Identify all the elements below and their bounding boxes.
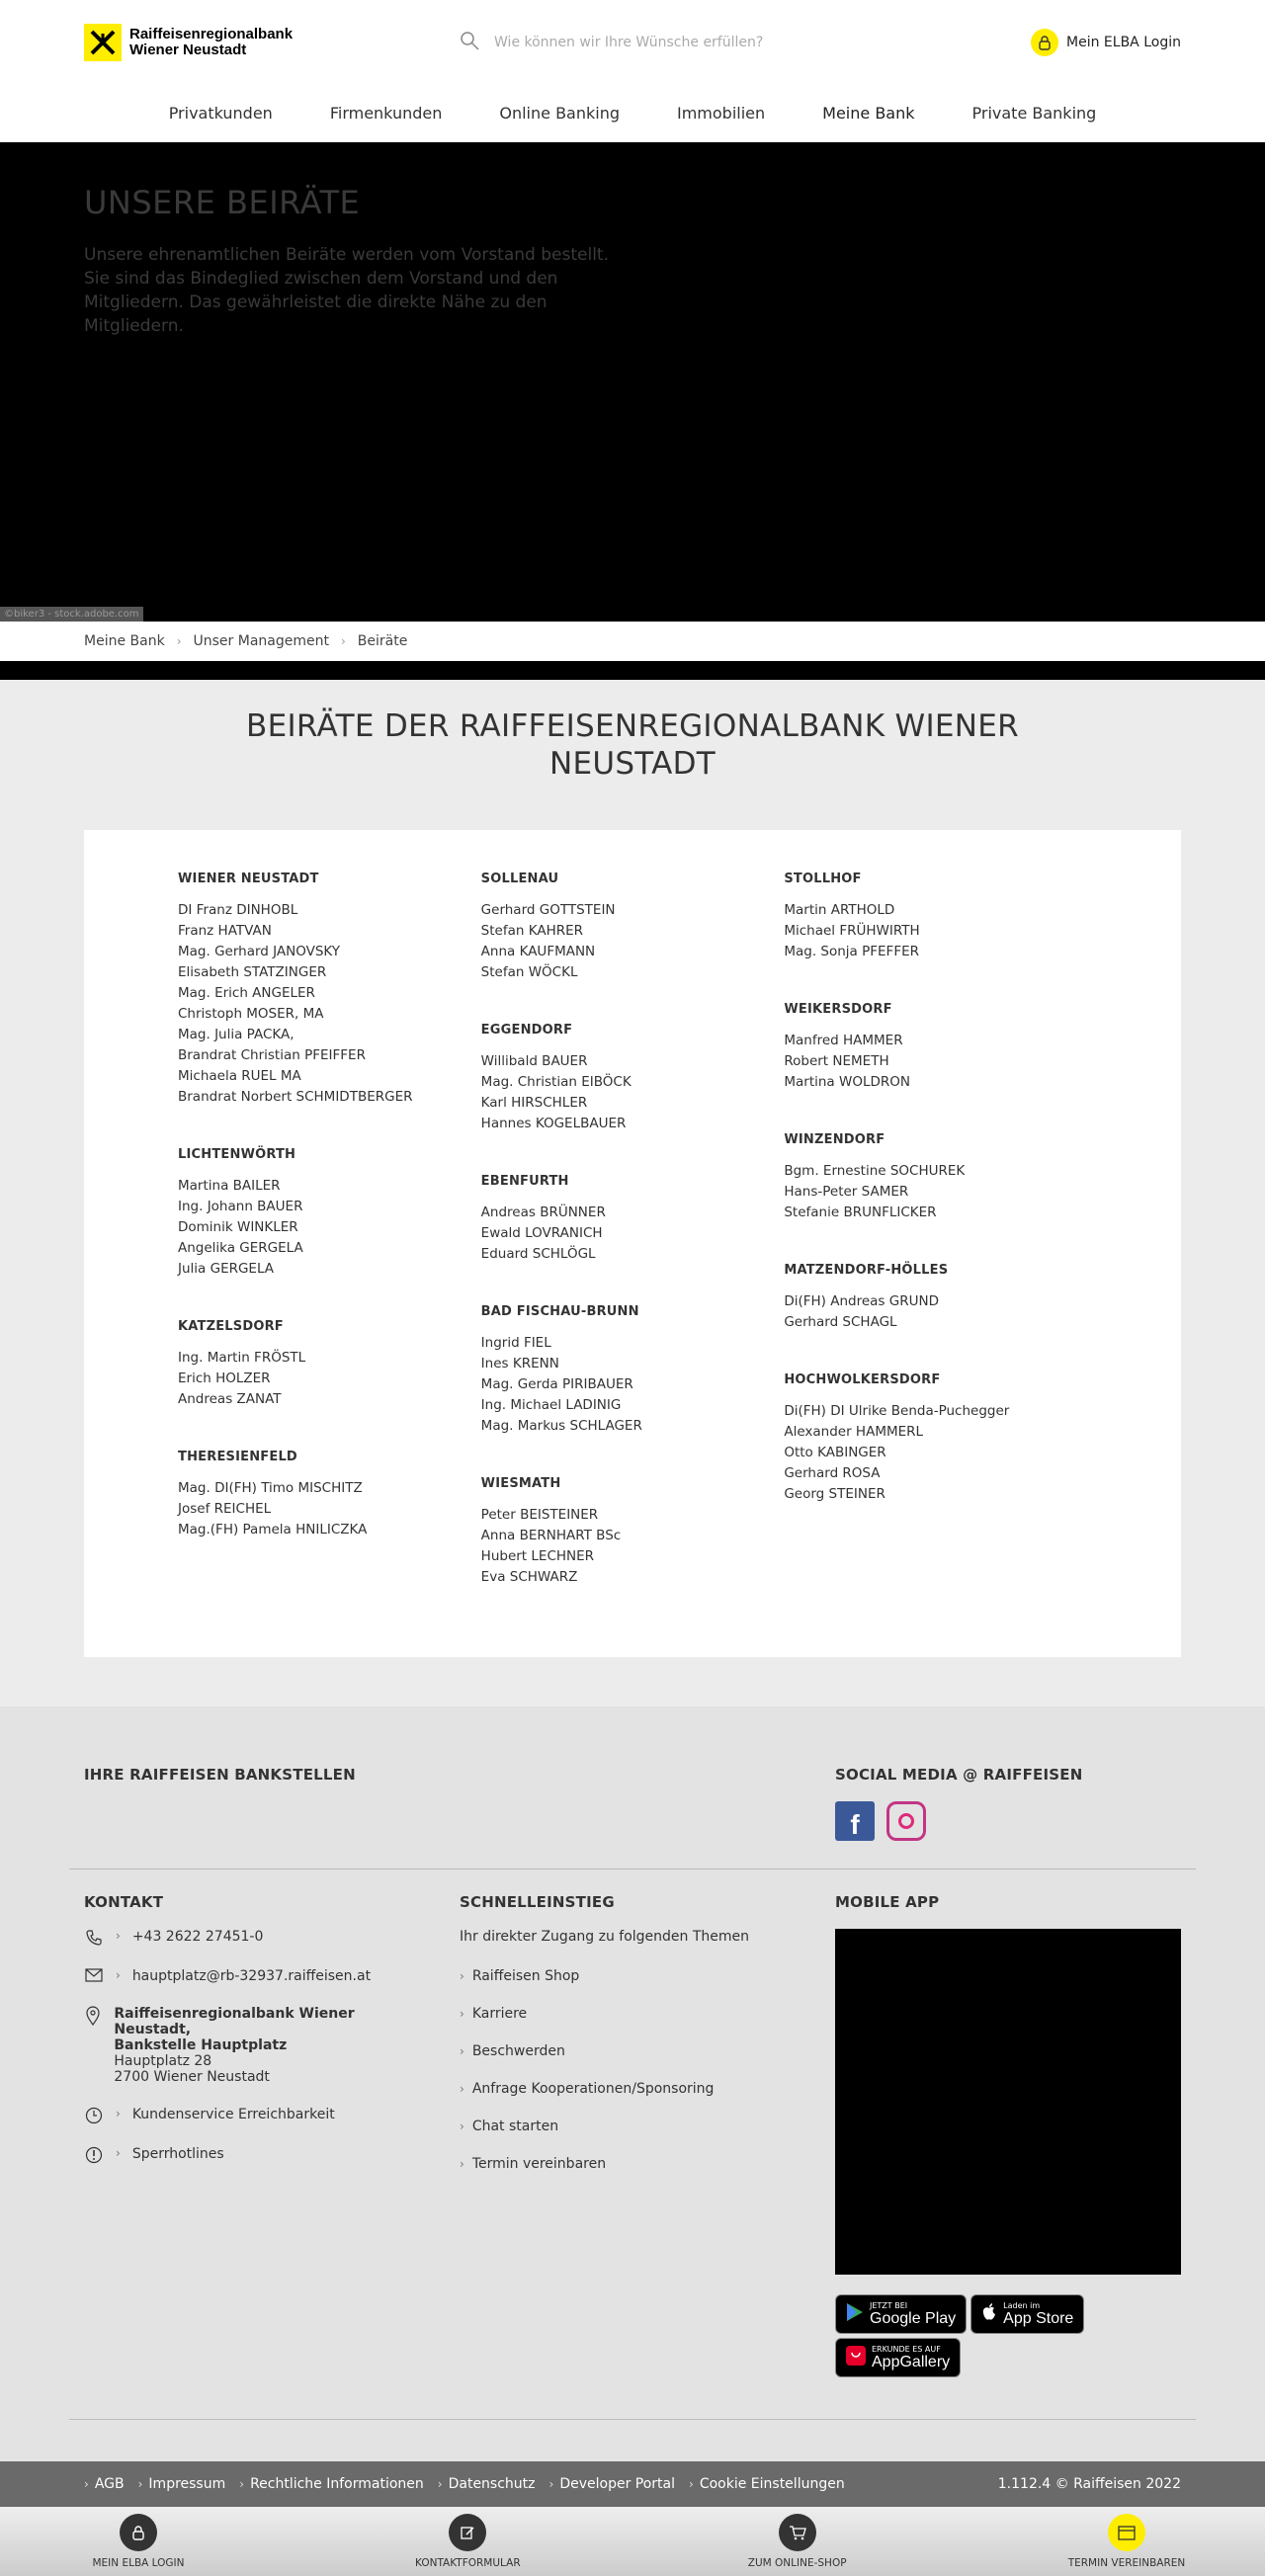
advisor-name: Mag. DI(FH) Timo MISCHITZ bbox=[178, 1480, 363, 1496]
chevron-right-icon: › bbox=[460, 1969, 464, 1983]
mobile-app-column bbox=[835, 1893, 1181, 2377]
store-small-label: Laden im bbox=[1003, 2300, 1041, 2310]
google-play-badge[interactable] bbox=[835, 2294, 967, 2334]
quick-link-shop[interactable] bbox=[460, 1968, 786, 1984]
advisor-name: Angelika GERGELA bbox=[178, 1240, 303, 1256]
advisor-name: Hans-Peter SAMER bbox=[784, 1184, 909, 1200]
phone-link[interactable]: +43 2622 27451-0 bbox=[131, 1929, 264, 1945]
legal-bar bbox=[0, 2461, 1265, 2507]
app-store-badge[interactable] bbox=[970, 2294, 1084, 2334]
version-copyright: 1.112.4 © Raiffeisen 2022 bbox=[997, 2476, 1181, 2492]
advisor-name: Eva SCHWARZ bbox=[480, 1569, 578, 1585]
bankstellen-section bbox=[84, 1766, 356, 1841]
main-nav bbox=[0, 85, 1265, 142]
elba-login-label: Mein ELBA Login bbox=[1066, 35, 1181, 50]
app-title: MOBILE APP bbox=[835, 1893, 940, 1911]
chevron-right-icon: › bbox=[137, 2477, 143, 2491]
hero-text: Unsere ehrenamtlichen Beiräte werden vom Vorstand bestellt. Sie sind das Bindeglied zwischen dem Vorstand und den Mitgliedern. Das gewährleistet die direkte Nähe zu den Mitgliedern. bbox=[84, 245, 609, 336]
bottom-online-shop[interactable] bbox=[718, 2514, 877, 2569]
advisor-group-title: EGGENDORF bbox=[480, 1023, 573, 1038]
breadcrumb-beiraete[interactable]: Beiräte bbox=[357, 633, 408, 649]
bankstellen-title: IHRE RAIFFEISEN BANKSTELLEN bbox=[84, 1766, 356, 1784]
legal-link-developer[interactable] bbox=[549, 2476, 676, 2492]
advisor-group bbox=[481, 872, 785, 983]
advisor-name: Anna KAUFMANN bbox=[480, 944, 596, 959]
advisor-name: Mag. Sonja PFEFFER bbox=[784, 944, 919, 959]
legal-link-datenschutz[interactable] bbox=[438, 2476, 536, 2492]
bottom-action-bar bbox=[0, 2507, 1265, 2576]
footer-top bbox=[84, 1766, 1181, 1841]
advisor-name: Stefanie BRUNFLICKER bbox=[784, 1205, 937, 1220]
advisor-name: Mag. Christian EIBÖCK bbox=[480, 1074, 632, 1090]
advisor-group bbox=[178, 1147, 481, 1280]
bottom-contact-form[interactable] bbox=[388, 2514, 547, 2569]
store-small-label: ERKUNDE ES AUF bbox=[872, 2344, 941, 2354]
bottom-label: ZUM ONLINE-SHOP bbox=[747, 2557, 847, 2569]
chevron-right-icon: › bbox=[116, 1968, 121, 1982]
raiffeisen-gable-cross-icon bbox=[84, 24, 122, 61]
advisor-group bbox=[178, 1450, 481, 1540]
advisor-name: Stefan KAHRER bbox=[480, 923, 584, 939]
advisor-group bbox=[178, 872, 481, 1108]
cart-icon bbox=[779, 2514, 816, 2551]
advisor-name: Robert NEMETH bbox=[784, 1053, 889, 1069]
advisor-name: Peter BEISTEINER bbox=[480, 1507, 599, 1523]
social-icons bbox=[835, 1801, 1181, 1841]
search-input[interactable] bbox=[494, 35, 791, 50]
advisor-name: Stefan WÖCKL bbox=[480, 964, 578, 980]
advisor-name: Christoph MOSER, MA bbox=[178, 1006, 324, 1022]
advisor-name: Gerhard SCHAGL bbox=[784, 1314, 897, 1330]
app-image bbox=[835, 1929, 1181, 2275]
advisor-name: Franz HATVAN bbox=[178, 923, 272, 939]
nav-immobilien[interactable]: Immobilien bbox=[677, 104, 766, 123]
logo[interactable] bbox=[84, 24, 321, 61]
mail-icon bbox=[84, 1968, 104, 1982]
advisor-name: Martina WOLDRON bbox=[784, 1074, 910, 1090]
advisor-group-title: KATZELSDORF bbox=[178, 1319, 284, 1334]
legal-links bbox=[84, 2476, 845, 2492]
advisor-group-title: WIENER NEUSTADT bbox=[178, 872, 319, 886]
advisor-group bbox=[481, 1476, 785, 1588]
advisor-name: Mag.(FH) Pamela HNILICZKA bbox=[178, 1522, 368, 1537]
logo-text bbox=[129, 27, 293, 58]
advisor-group-title: BAD FISCHAU-BRUNN bbox=[480, 1304, 639, 1319]
store-big-label: Google Play bbox=[870, 2309, 957, 2327]
advisor-name: Mag. Gerda PIRIBAUER bbox=[480, 1376, 633, 1392]
quick-link-label: Termin vereinbaren bbox=[471, 2156, 607, 2172]
advisor-name: Brandrat Norbert SCHMIDTBERGER bbox=[178, 1089, 413, 1105]
legal-link-label: Datenschutz bbox=[448, 2476, 536, 2492]
chevron-right-icon: › bbox=[548, 2477, 554, 2491]
advisor-group bbox=[481, 1304, 785, 1437]
alert-icon bbox=[84, 2146, 104, 2164]
advisor-name: Georg STEINER bbox=[784, 1486, 886, 1502]
advisor-name: Willibald BAUER bbox=[480, 1053, 588, 1069]
hotlines-link[interactable]: Sperrhotlines bbox=[131, 2146, 224, 2162]
footer-divider-bottom bbox=[69, 2419, 1196, 2420]
contact-column bbox=[84, 1893, 410, 2377]
contact-title: KONTAKT bbox=[84, 1893, 164, 1911]
quick-intro: Ihr direkter Zugang zu folgenden Themen bbox=[460, 1929, 750, 1945]
quick-link-termin[interactable] bbox=[460, 2156, 786, 2172]
advisor-group bbox=[784, 1002, 1087, 1093]
advisor-name: Julia GERGELA bbox=[178, 1261, 275, 1277]
advisor-name: Di(FH) DI Ulrike Benda-Puchegger bbox=[784, 1403, 1010, 1419]
address-name-2: Bankstelle Hauptplatz bbox=[114, 2037, 288, 2053]
service-row bbox=[84, 2107, 410, 2124]
hero-title: UNSERE BEIRÄTE bbox=[84, 184, 361, 221]
chevron-right-icon: › bbox=[239, 2477, 245, 2491]
advisor-group-title: SOLLENAU bbox=[480, 872, 559, 886]
appgallery-badge[interactable] bbox=[835, 2338, 961, 2377]
facebook-icon[interactable]: f bbox=[835, 1801, 875, 1841]
social-title: SOCIAL MEDIA @ RAIFFEISEN bbox=[835, 1766, 1083, 1784]
chevron-right-icon: › bbox=[460, 2082, 464, 2096]
advisor-group-title: HOCHWOLKERSDORF bbox=[784, 1372, 941, 1387]
logo-line2: Wiener Neustadt bbox=[129, 42, 247, 58]
clock-icon bbox=[84, 2107, 104, 2124]
address bbox=[114, 2006, 410, 2085]
email-row bbox=[84, 1968, 410, 1984]
bottom-label: KONTAKTFORMULAR bbox=[415, 2557, 521, 2569]
image-credit: ©biker3 - stock.adobe.com bbox=[0, 607, 143, 622]
advisor-name: Dominik WINKLER bbox=[178, 1219, 298, 1235]
quick-link-chat[interactable] bbox=[460, 2119, 786, 2134]
bottom-elba-login[interactable] bbox=[59, 2514, 217, 2569]
legal-link-rechtliches[interactable] bbox=[239, 2476, 424, 2492]
nav-meine-bank[interactable]: Meine Bank bbox=[822, 104, 915, 123]
chevron-right-icon: › bbox=[116, 1929, 121, 1943]
advisor-name: Michael FRÜHWIRTH bbox=[784, 923, 920, 939]
advisor-group bbox=[784, 872, 1087, 962]
advisor-name: Andreas ZANAT bbox=[178, 1391, 282, 1407]
quick-title: SCHNELLEINSTIEG bbox=[460, 1893, 615, 1911]
store-badges bbox=[835, 2294, 1122, 2377]
advisor-name: Gerhard ROSA bbox=[784, 1465, 881, 1481]
quick-link-kooperationen[interactable] bbox=[460, 2081, 786, 2097]
quick-link-label: Karriere bbox=[471, 2006, 528, 2022]
lock-icon bbox=[1031, 29, 1058, 56]
footer-divider bbox=[69, 1869, 1196, 1870]
search-icon[interactable] bbox=[459, 30, 480, 55]
advisor-name: Andreas BRÜNNER bbox=[480, 1205, 606, 1220]
quick-link-beschwerden[interactable] bbox=[460, 2043, 786, 2059]
chevron-right-icon: › bbox=[689, 2477, 694, 2491]
calendar-icon bbox=[1108, 2514, 1145, 2551]
address-city: 2700 Wiener Neustadt bbox=[114, 2069, 270, 2085]
chevron-right-icon: › bbox=[460, 2119, 464, 2133]
advisor-group-title: THERESIENFELD bbox=[178, 1450, 297, 1464]
breadcrumb-unser-management[interactable]: Unser Management bbox=[193, 633, 329, 649]
email-link[interactable]: hauptplatz@rb-32937.raiffeisen.at bbox=[131, 1968, 372, 1984]
advisor-group bbox=[481, 1023, 785, 1134]
legal-link-agb[interactable] bbox=[84, 2476, 125, 2492]
phone-icon bbox=[84, 1929, 104, 1947]
advisor-name: Gerhard GOTTSTEIN bbox=[480, 902, 616, 918]
advisor-name: Alexander HAMMERL bbox=[784, 1424, 924, 1440]
quick-access-column bbox=[460, 1893, 786, 2377]
advisor-name: Mag. Julia PACKA, bbox=[178, 1027, 295, 1042]
breadcrumb bbox=[0, 622, 1265, 661]
advisor-group-title: WIESMATH bbox=[480, 1476, 561, 1491]
chevron-right-icon: › bbox=[116, 2107, 121, 2120]
legal-link-label: AGB bbox=[94, 2476, 125, 2492]
chevron-right-icon: › bbox=[437, 2477, 443, 2491]
quick-link-label: Anfrage Kooperationen/Sponsoring bbox=[471, 2081, 715, 2097]
nav-firmenkunden[interactable]: Firmenkunden bbox=[329, 104, 443, 123]
advisor-group bbox=[784, 1263, 1087, 1333]
advisor-name: Ing. Michael LADINIG bbox=[480, 1397, 622, 1413]
chevron-right-icon: › bbox=[116, 2146, 121, 2160]
advisor-group-title: WINZENDORF bbox=[784, 1132, 886, 1147]
nav-private-banking[interactable]: Private Banking bbox=[971, 104, 1097, 123]
bottom-label: MEIN ELBA LOGIN bbox=[92, 2557, 185, 2569]
advisor-group bbox=[178, 1319, 481, 1410]
site-header bbox=[0, 0, 1265, 85]
advisor-name: Mag. Markus SCHLAGER bbox=[480, 1418, 642, 1434]
address-name-1: Raiffeisenregionalbank Wiener Neustadt, bbox=[114, 2006, 355, 2037]
elba-login-link[interactable] bbox=[1031, 29, 1181, 56]
play-icon bbox=[846, 2302, 864, 2326]
quick-link-label: Raiffeisen Shop bbox=[471, 1968, 580, 1984]
store-big-label: App Store bbox=[1003, 2309, 1074, 2327]
advisor-name: Ines KRENN bbox=[480, 1356, 559, 1371]
chevron-right-icon: › bbox=[460, 2157, 464, 2171]
logo-line1: Raiffeisenregionalbank bbox=[129, 26, 294, 42]
nav-privatkunden[interactable]: Privatkunden bbox=[168, 104, 273, 123]
advisor-name: Josef REICHEL bbox=[178, 1501, 272, 1517]
advisor-group bbox=[784, 1132, 1087, 1223]
bottom-label: TERMIN VEREINBAREN bbox=[1067, 2557, 1186, 2569]
instagram-icon[interactable] bbox=[886, 1801, 926, 1841]
main-content bbox=[0, 680, 1265, 1706]
store-big-label: AppGallery bbox=[872, 2353, 951, 2370]
store-small-label: JETZT BEI bbox=[870, 2300, 908, 2310]
lock-icon bbox=[120, 2514, 157, 2551]
advisor-group-title: LICHTENWÖRTH bbox=[178, 1147, 296, 1162]
social-section bbox=[835, 1766, 1181, 1841]
quick-link-label: Chat starten bbox=[471, 2119, 559, 2134]
advisor-name: Michaela RUEL MA bbox=[178, 1068, 301, 1084]
advisor-name: Brandrat Christian PFEIFFER bbox=[178, 1047, 366, 1063]
address-row bbox=[84, 2006, 410, 2085]
footer-columns bbox=[84, 1893, 1181, 2377]
advisor-name: Ing. Martin FRÖSTL bbox=[178, 1350, 306, 1366]
advisor-group-title: WEIKERSDORF bbox=[784, 1002, 892, 1017]
legal-link-cookies[interactable] bbox=[689, 2476, 845, 2492]
location-pin-icon bbox=[84, 2006, 102, 2026]
advisor-name: Anna BERNHART BSc bbox=[480, 1528, 622, 1543]
advisor-group-title: EBENFURTH bbox=[480, 1174, 569, 1189]
chevron-right-icon: › bbox=[176, 634, 182, 648]
advisor-name: Ing. Johann BAUER bbox=[178, 1199, 303, 1214]
breadcrumb-meine-bank[interactable]: Meine Bank bbox=[84, 633, 165, 649]
advisor-name: Di(FH) Andreas GRUND bbox=[784, 1293, 939, 1309]
apple-icon bbox=[981, 2303, 997, 2325]
advisor-group bbox=[481, 1174, 785, 1265]
advisor-name: Ingrid FIEL bbox=[480, 1335, 551, 1351]
advisors-column bbox=[178, 872, 481, 1627]
advisor-name: Karl HIRSCHLER bbox=[480, 1095, 588, 1111]
advisors-column bbox=[481, 872, 785, 1627]
footer bbox=[0, 1706, 1265, 2461]
nav-online-banking[interactable]: Online Banking bbox=[499, 104, 620, 123]
huawei-icon bbox=[846, 2346, 866, 2369]
advisor-name: Manfred HAMMER bbox=[784, 1033, 903, 1048]
advisors-column bbox=[784, 872, 1087, 1627]
advisor-name: Hubert LECHNER bbox=[480, 1548, 595, 1564]
advisor-name: Bgm. Ernestine SOCHUREK bbox=[784, 1163, 966, 1179]
address-street: Hauptplatz 28 bbox=[114, 2053, 212, 2069]
legal-link-impressum[interactable] bbox=[138, 2476, 226, 2492]
advisors-card bbox=[84, 830, 1181, 1657]
chevron-right-icon: › bbox=[84, 2477, 89, 2491]
page-title: BEIRÄTE DER RAIFFEISENREGIONALBANK WIENER NEUSTADT bbox=[246, 708, 1019, 782]
legal-link-label: Developer Portal bbox=[559, 2476, 676, 2492]
hero-banner bbox=[0, 142, 1265, 622]
advisor-group-title: STOLLHOF bbox=[784, 872, 862, 886]
search-bar bbox=[459, 30, 972, 55]
divider-bar bbox=[0, 661, 1265, 680]
hotlines-row bbox=[84, 2146, 410, 2164]
service-link[interactable]: Kundenservice Erreichbarkeit bbox=[131, 2107, 335, 2122]
legal-link-label: Impressum bbox=[148, 2476, 226, 2492]
advisor-name: Hannes KOGELBAUER bbox=[480, 1116, 627, 1131]
edit-form-icon bbox=[449, 2514, 486, 2551]
quick-link-label: Beschwerden bbox=[471, 2043, 565, 2059]
advisor-name: Martin ARTHOLD bbox=[784, 902, 895, 918]
chevron-right-icon: › bbox=[460, 2007, 464, 2021]
advisor-name: Ewald LOVRANICH bbox=[480, 1225, 603, 1241]
legal-link-label: Rechtliche Informationen bbox=[250, 2476, 424, 2492]
quick-link-karriere[interactable] bbox=[460, 2006, 786, 2022]
advisor-name: Mag. Gerhard JANOVSKY bbox=[178, 944, 341, 959]
advisor-name: Mag. Erich ANGELER bbox=[178, 985, 315, 1001]
advisor-name: DI Franz DINHOBL bbox=[178, 902, 298, 918]
bottom-appointment[interactable] bbox=[1048, 2514, 1206, 2569]
advisor-group-title: MATZENDORF-HÖLLES bbox=[784, 1263, 949, 1278]
advisor-name: Elisabeth STATZINGER bbox=[178, 964, 327, 980]
advisor-group bbox=[784, 1372, 1087, 1505]
advisor-name: Eduard SCHLÖGL bbox=[480, 1246, 596, 1262]
chevron-right-icon: › bbox=[460, 2044, 464, 2058]
chevron-right-icon: › bbox=[340, 634, 346, 648]
advisor-name: Otto KABINGER bbox=[784, 1445, 886, 1460]
advisor-name: Erich HOLZER bbox=[178, 1371, 271, 1386]
legal-link-label: Cookie Einstellungen bbox=[699, 2476, 845, 2492]
advisor-name: Martina BAILER bbox=[178, 1178, 281, 1194]
phone-row bbox=[84, 1929, 410, 1947]
